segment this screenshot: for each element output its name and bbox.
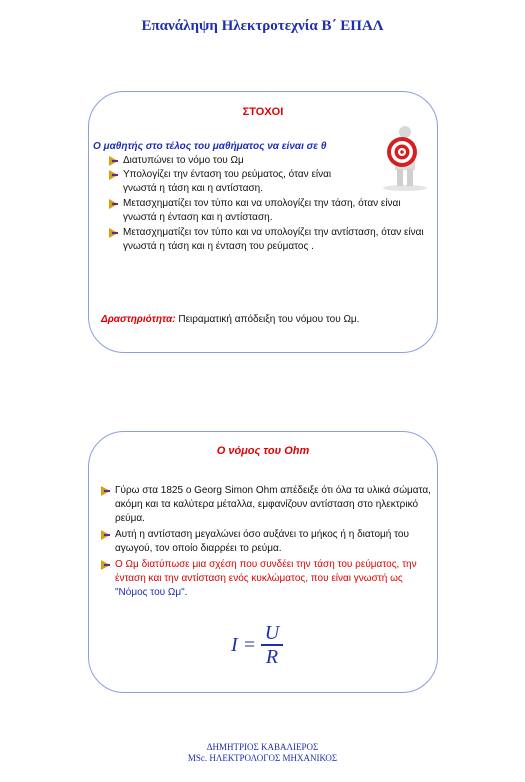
arrow-bullet-icon bbox=[109, 156, 119, 166]
objective-item: Μετασχηματίζει τον τύπο και να υπολογίζει την αντίσταση, όταν είναι γνωστά η τάση και η ένταση του ρεύματος . bbox=[107, 226, 427, 254]
author-title: MSc. ΗΛΕΚΤΡΟΛΟΓΟΣ ΜΗΧΑΝΙΚΟΣ bbox=[187, 753, 338, 763]
objective-item: Διατυπώνει το νόμο του Ωμ bbox=[107, 154, 353, 168]
ohm-law-card bbox=[88, 431, 438, 693]
formula-fraction bbox=[261, 622, 283, 668]
page-title: Επανάληψη Ηλεκτροτεχνία Β΄ ΕΠΑΛ bbox=[141, 18, 384, 34]
objectives-card bbox=[88, 91, 438, 353]
author-name: ΔΗΜΗΤΡΙΟΣ ΚΑΒΑΛΙΕΡΟΣ bbox=[206, 742, 319, 752]
arrow-bullet-icon bbox=[101, 530, 111, 540]
ohm-points-list bbox=[99, 484, 431, 602]
activity-label: Δραστηριότητα: bbox=[101, 314, 176, 325]
formula-numerator: U bbox=[264, 622, 280, 644]
author-footer bbox=[0, 742, 525, 764]
law-name: "Νόμος του Ωμ" bbox=[115, 587, 185, 598]
formula-lhs: I = bbox=[231, 634, 257, 656]
ohm-formula bbox=[89, 622, 437, 668]
objective-item: Μετασχηματίζει τον τύπο και να υπολογίζει την τάση, όταν είναι γνωστά η ένταση και η αντίσταση. bbox=[107, 197, 427, 225]
ohm-law-heading: Ο νόμος του Ohm bbox=[216, 445, 310, 457]
ohm-point: Γύρω στα 1825 ο Georg Simon Ohm απέδειξε ότι όλα τα υλικά σώματα, ακόμη και τα καλύτερα μέταλλα, εμφανίζουν αντίσταση στο ηλεκτρικό ρεύμα. bbox=[99, 484, 431, 526]
arrow-bullet-icon bbox=[101, 560, 111, 570]
arrow-bullet-icon bbox=[109, 170, 119, 180]
formula-denominator: R bbox=[265, 645, 279, 668]
arrow-bullet-icon bbox=[109, 228, 119, 238]
ohm-point: Αυτή η αντίσταση μεγαλώνει όσο αυξάνει το μήκος ή η διατομή του αγωγού, τον οποίο διαρρέει το ρεύμα. bbox=[99, 528, 431, 556]
activity-line bbox=[101, 314, 359, 325]
ohm-point-highlight: Ο Ωμ διατύπωσε μια σχέση που συνδέει την τάση του ρεύματος, την ένταση και την αντίσταση ενός κυκλώματος, που είναι γνωστή ως "Νόμος του Ωμ". bbox=[99, 558, 431, 600]
activity-text: Πειραματική απόδειξη του νόμου του Ωμ. bbox=[178, 314, 360, 325]
objectives-heading: ΣΤΟΧΟΙ bbox=[242, 106, 284, 118]
objectives-intro: Ο μαθητής στο τέλος του μαθήματος να είναι σε θ bbox=[93, 141, 327, 152]
arrow-bullet-icon bbox=[109, 199, 119, 209]
arrow-bullet-icon bbox=[101, 486, 111, 496]
objective-item: Υπολογίζει την ένταση του ρεύματος, όταν είναι γνωστά η τάση και η αντίσταση. bbox=[107, 168, 353, 196]
objectives-list bbox=[107, 154, 427, 254]
